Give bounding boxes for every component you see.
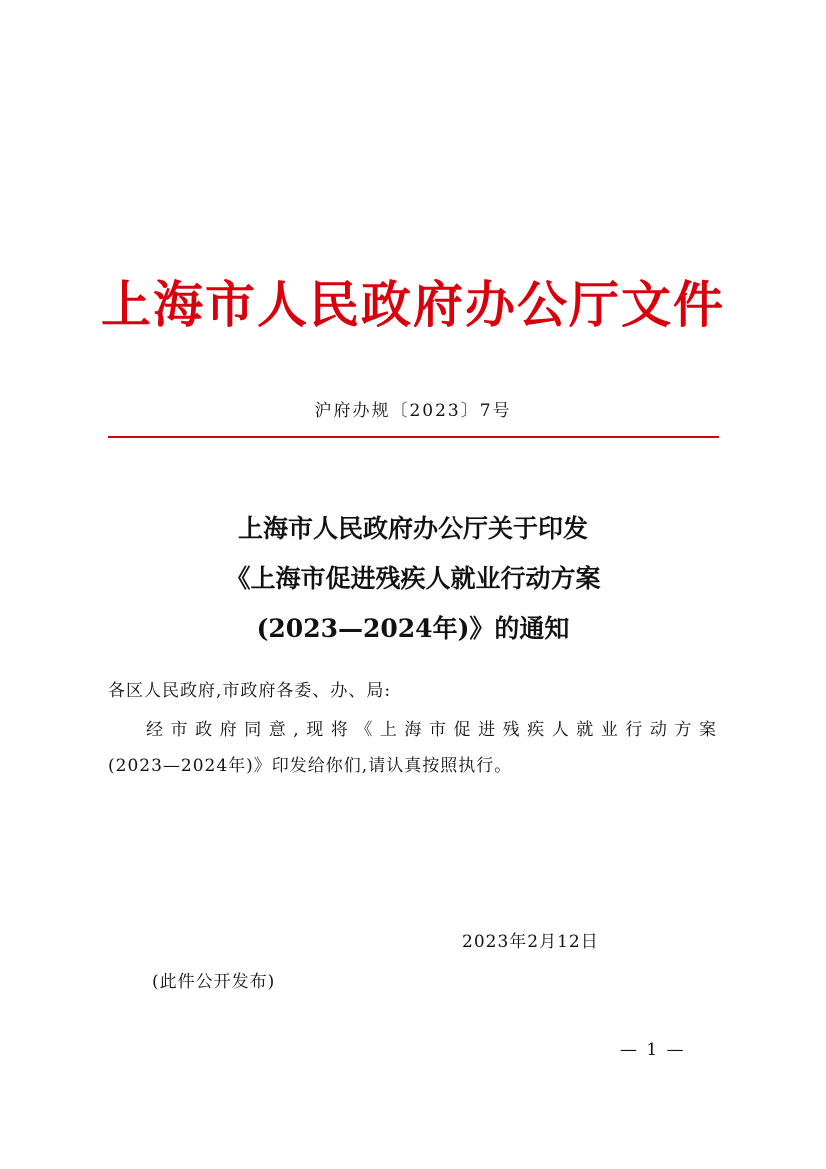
- document-header-title: 上海市人民政府办公厅文件: [101, 275, 725, 334]
- publish-note: (此件公开发布): [152, 972, 276, 992]
- notice-title-line-2: 《上海市促进残疾人就业行动方案: [225, 564, 601, 593]
- notice-title-line-1: 上海市人民政府办公厅关于印发: [237, 514, 588, 543]
- page-number: — 1 —: [620, 1040, 686, 1060]
- body-paragraph: [108, 712, 719, 784]
- recipients-line: 各区人民政府,市政府各委、办、局:: [108, 681, 392, 701]
- body-paragraph-line-2: (2023—2024年)》印发给你们,请认真按照执行。: [108, 756, 513, 776]
- issue-date: 2023年2月12日: [462, 932, 599, 952]
- document-number: 沪府办规〔2023〕7号: [314, 401, 512, 421]
- body-paragraph-line-1: 经市政府同意,现将《上海市促进残疾人就业行动方案: [146, 720, 719, 740]
- notice-title: [0, 504, 826, 654]
- red-divider-line: [108, 436, 719, 438]
- notice-title-line-3: (2023—2024年)》的通知: [256, 614, 570, 643]
